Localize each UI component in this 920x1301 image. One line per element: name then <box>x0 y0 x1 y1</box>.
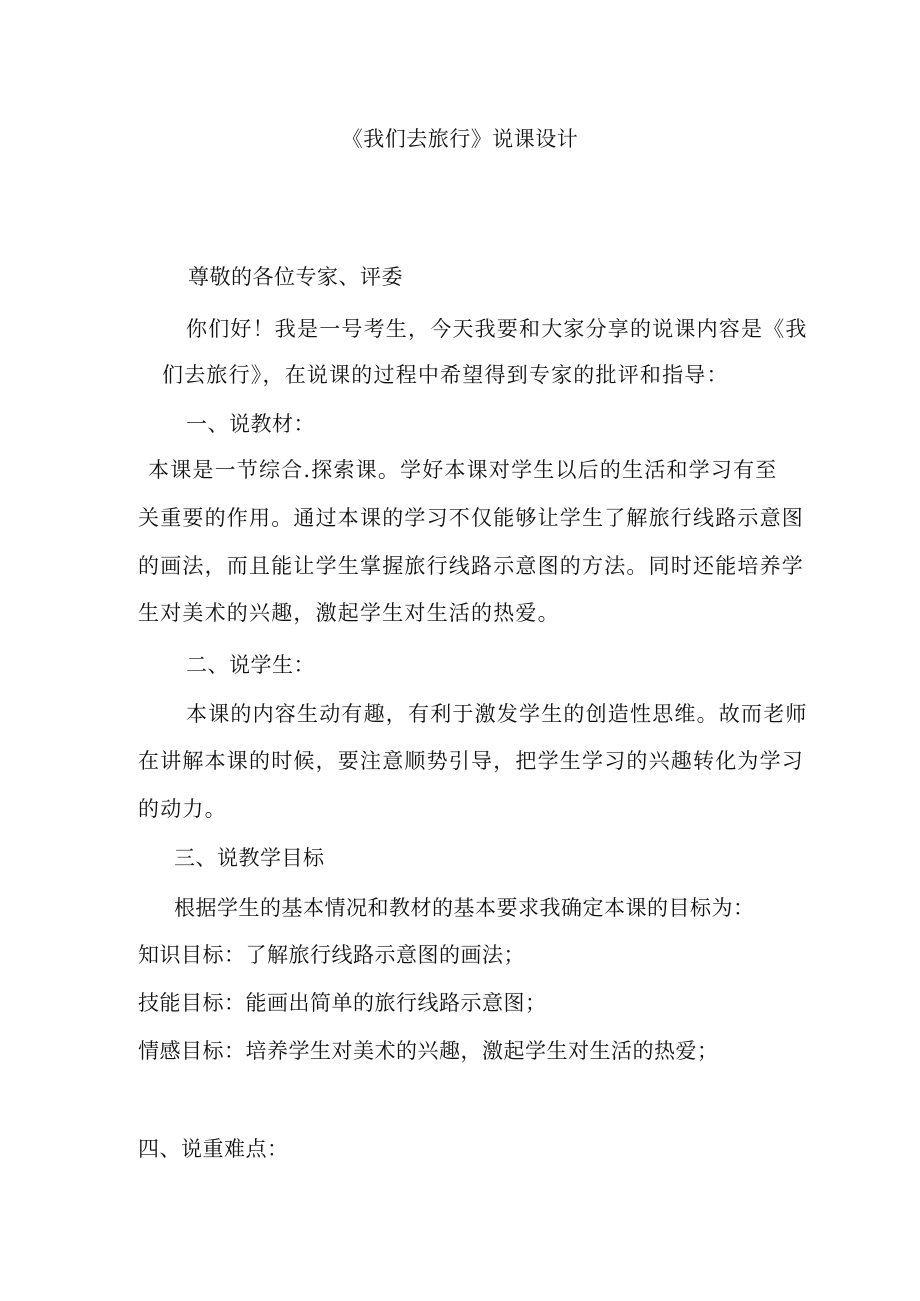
objectives-line-1: 根据学生的基本情况和教材的基本要求我确定本课的目标为： <box>174 896 755 920</box>
document-title: 《我们去旅行》说课设计 <box>341 127 579 151</box>
textbook-line-2: 关重要的作用。通过本课的学习不仅能够让学生了解旅行线路示意图 <box>138 506 804 530</box>
intro-line-2: 们去旅行》，在说课的过程中希望得到专家的批评和指导： <box>162 363 729 387</box>
greeting: 尊敬的各位专家、评委 <box>188 265 403 289</box>
textbook-line-3: 的画法，而且能让学生掌握旅行线路示意图的方法。同时还能培养学 <box>138 554 804 578</box>
section-objectives-heading: 三、说教学目标 <box>174 846 325 870</box>
textbook-line-1: 本课是一节综合.探索课。学好本课对学生以后的生活和学习有至 <box>148 458 778 482</box>
objectives-skill: 技能目标：能画出简单的旅行线路示意图； <box>138 991 547 1015</box>
section-students-heading: 二、说学生： <box>186 653 315 677</box>
section-keypoints-heading: 四、说重难点： <box>138 1137 289 1161</box>
students-line-2: 在讲解本课的时候，要注意顺势引导，把学生学习的兴趣转化为学习 <box>138 749 804 773</box>
objectives-emotion: 情感目标：培养学生对美术的兴趣，激起学生对生活的热爱； <box>138 1039 719 1063</box>
section-textbook-heading: 一、说教材： <box>186 412 315 436</box>
textbook-line-4: 生对美术的兴趣，激起学生对生活的热爱。 <box>138 601 560 625</box>
intro-line-1: 你们好！我是一号考生，今天我要和大家分享的说课内容是《我 <box>186 317 808 341</box>
objectives-knowledge: 知识目标：了解旅行线路示意图的画法； <box>138 943 525 967</box>
students-line-3: 的动力。 <box>138 797 227 821</box>
students-line-1: 本课的内容生动有趣，有利于激发学生的创造性思维。故而老师 <box>186 702 808 726</box>
